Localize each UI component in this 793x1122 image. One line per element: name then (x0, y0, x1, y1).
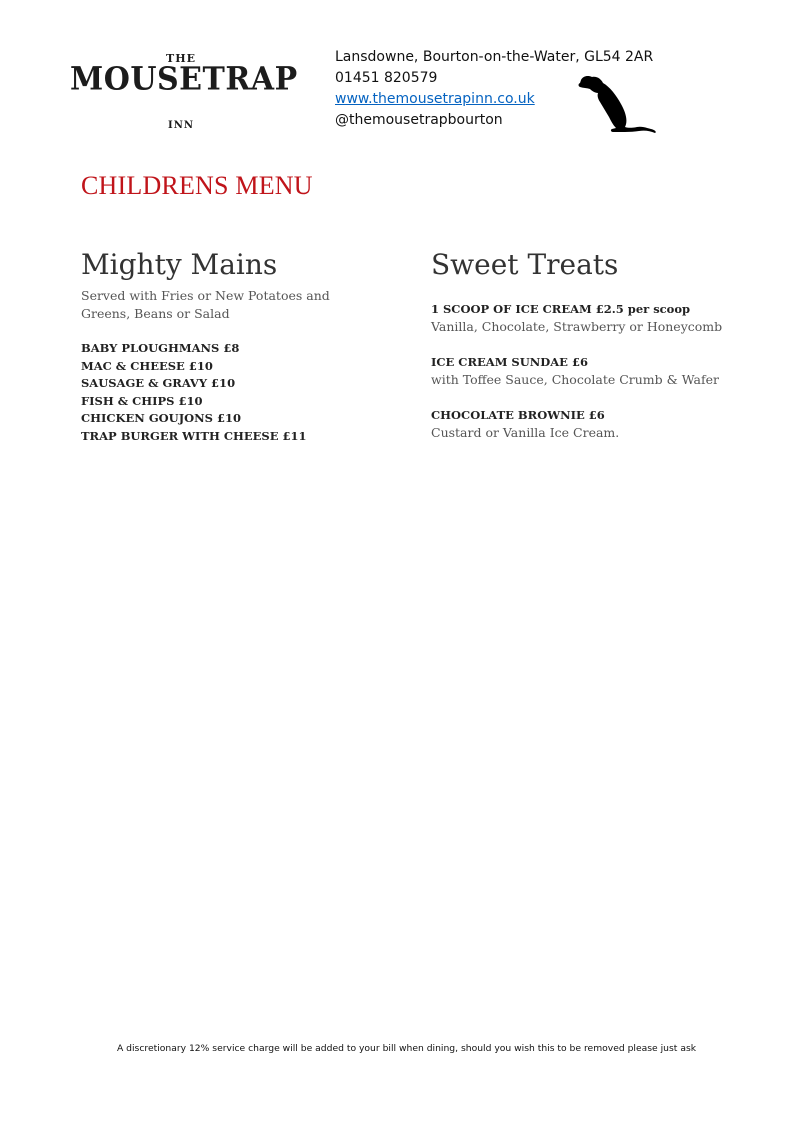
menu-item: BABY PLOUGHMANS £8 (81, 341, 240, 355)
menu-item: CHICKEN GOUJONS £10 (81, 411, 241, 426)
menu-item: SAUSAGE & GRAVY £10 (81, 376, 236, 391)
service-charge-note: A discretionary 12% service charge will be added to your bill when dining, should you wish this to be removed please just ask (116, 1043, 697, 1054)
logo-inn-text: INN (168, 120, 194, 131)
website-link[interactable]: www.themousetrapinn.co.uk (335, 91, 535, 107)
treat-description: with Toffee Sauce, Chocolate Crumb & Wafer (431, 372, 719, 387)
treat-description: Vanilla, Chocolate, Strawberry or Honeycomb (431, 319, 723, 334)
mighty-mains-section (81, 248, 381, 446)
menu-item: FISH & CHIPS £10 (81, 393, 203, 408)
social-handle: @themousetrapbourton (335, 112, 503, 128)
menu-item: MAC & CHEESE £10 (81, 358, 213, 373)
logo-the-text: THE (166, 52, 196, 65)
treat-item (431, 353, 751, 389)
mains-list (81, 340, 381, 446)
logo-name-text: MOUSETRAP (70, 61, 298, 98)
sweets-heading: Sweet Treats (431, 248, 619, 281)
mousetrap-inn-logo (70, 52, 298, 132)
mains-subtitle-line: Served with Fries or New Potatoes and (81, 288, 330, 303)
treat-name: CHOCOLATE BROWNIE £6 (431, 408, 605, 422)
sweet-treats-section (431, 248, 751, 459)
mains-heading: Mighty Mains (81, 248, 278, 281)
treat-name: ICE CREAM SUNDAE £6 (431, 355, 588, 369)
phone-number: 01451 820579 (335, 70, 438, 86)
treat-name: 1 SCOOP OF ICE CREAM £2.5 per scoop (431, 302, 691, 316)
mouse-silhouette-icon (575, 72, 659, 136)
menu-item: TRAP BURGER WITH CHEESE £11 (81, 428, 307, 443)
address: Lansdowne, Bourton-on-the-Water, GL54 2AR (335, 49, 654, 65)
treat-item (431, 300, 751, 336)
treat-item (431, 406, 751, 442)
treat-description: Custard or Vanilla Ice Cream. (431, 425, 620, 440)
sweets-list (431, 300, 751, 442)
page-title: CHILDRENS MENU (81, 171, 313, 200)
mains-subtitle (81, 287, 381, 323)
mains-subtitle-line: Greens, Beans or Salad (81, 306, 230, 321)
